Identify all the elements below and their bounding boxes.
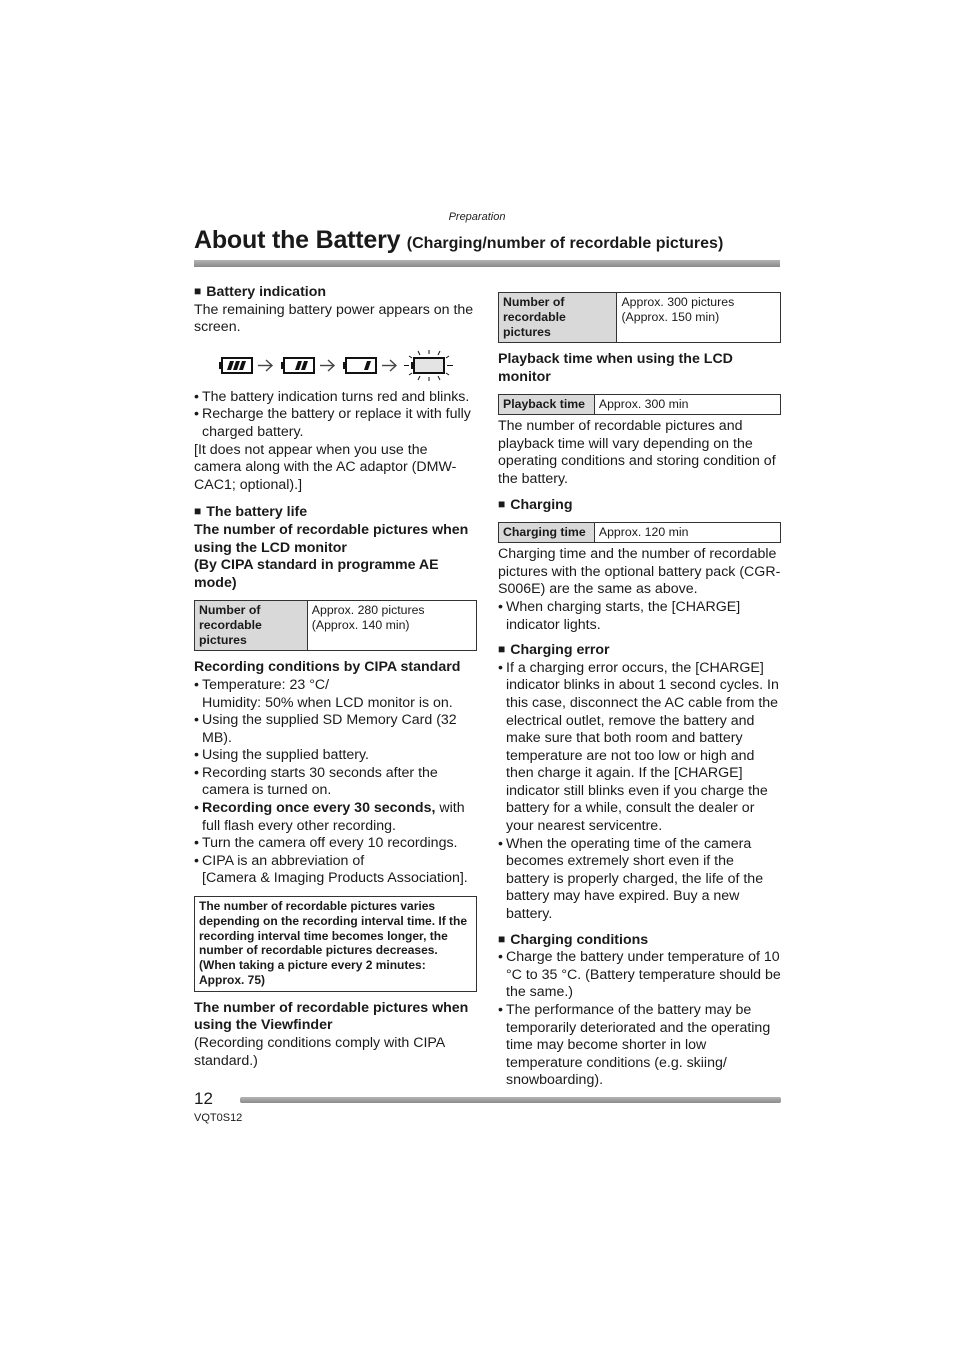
table-value: Approx. 120 min xyxy=(594,523,780,543)
footer-rule xyxy=(240,1097,781,1103)
table-key: Playback time xyxy=(499,395,595,415)
list-item: • The battery indication turns red and blinks. xyxy=(194,389,477,407)
battery-empty-flashing-icon xyxy=(404,350,453,381)
conditions-list xyxy=(194,677,477,888)
charging-error-bullets xyxy=(498,660,781,924)
battery-indication-bullets xyxy=(194,389,477,442)
battery-one-third-icon xyxy=(343,358,376,373)
table-key: Number of recordable pictures xyxy=(195,601,308,651)
battery-indicator-sequence xyxy=(218,349,477,383)
arrow-right-icon xyxy=(258,360,272,371)
lcd-recordable-heading: The number of recordable pictures when using the LCD monitor xyxy=(194,521,469,556)
conditions-heading: Recording conditions by CIPA standard xyxy=(194,659,461,676)
charging-table xyxy=(498,522,781,543)
title-subtitle: (Charging/number of recordable pictures) xyxy=(406,235,724,252)
title-rule xyxy=(194,260,780,267)
charging-conditions-heading: ■ Charging conditions xyxy=(498,932,781,950)
list-item: • Recharge the battery or replace it with fully charged battery. xyxy=(194,406,477,441)
viewfinder-recordable-table xyxy=(498,292,781,343)
charging-heading: ■ Charging xyxy=(498,497,781,515)
left-column xyxy=(194,284,477,1070)
arrow-right-icon xyxy=(382,360,396,371)
list-item: • The performance of the battery may be temporarily deteriorated and the operating time may become shorter in low temperature conditions (e.g. skiing/ snowboarding). xyxy=(498,1002,781,1090)
playback-heading: Playback time when using the LCD monitor xyxy=(498,351,733,385)
battery-two-thirds-icon xyxy=(281,358,314,373)
battery-indication-heading: ■ Battery indication xyxy=(194,284,477,302)
list-item: • When charging starts, the [CHARGE] indicator lights. xyxy=(498,599,781,634)
playback-table xyxy=(498,394,781,415)
charging-bullets xyxy=(498,599,781,634)
table-key: Charging time xyxy=(499,523,595,543)
arrow-right-icon xyxy=(320,360,334,371)
table-value: Approx. 300 min xyxy=(594,395,780,415)
interval-note-box: The number of recordable pictures varies depending on the recording interval time. If the recording interval time becomes longer, the number of recordable pictures decreases. (When taking a picture every 2 minutes: Approx. 75) xyxy=(194,896,477,992)
viewfinder-text: (Recording conditions comply with CIPA standard.) xyxy=(194,1035,445,1069)
playback-note: The number of recordable pictures and playback time will vary depending on the operating conditions and storing condition of the battery. xyxy=(498,418,776,487)
page-title xyxy=(194,226,780,255)
list-item: • When the operating time of the camera becomes extremely short even if the battery is properly charged, the life of the battery may have expired. Buy a new battery. xyxy=(498,836,781,924)
table-value: Approx. 280 pictures (Approx. 140 min) xyxy=(307,601,476,651)
right-column xyxy=(498,292,781,1090)
charging-text: Charging time and the number of recordable pictures with the optional battery pack (CGR-S006E) are the same as above. xyxy=(498,546,781,598)
list-item: • CIPA is an abbreviation of [Camera & Imaging Products Association]. xyxy=(194,853,477,888)
list-item: • If a charging error occurs, the [CHARGE] indicator blinks in about 1 second cycles. In this case, disconnect the AC cable from the electrical outlet, remove the battery and make sure that both room and battery temperature are not too low or high and then charge it again. If the [CHARGE] indicator still blinks even if you charge the battery for a while, consult the dealer or your nearest servicentre. xyxy=(498,660,781,836)
list-item: • Turn the camera off every 10 recordings. xyxy=(194,835,477,853)
list-item: • Recording once every 30 seconds, with full flash every other recording. xyxy=(194,800,477,835)
page-number: 12 xyxy=(194,1089,213,1108)
lcd-recordable-table xyxy=(194,600,477,651)
cipa-subheading: (By CIPA standard in programme AE mode) xyxy=(194,557,439,591)
ac-adaptor-note: [It does not appear when you use the camera along with the AC adaptor (DMW-CAC1; optional).] xyxy=(194,441,457,493)
list-item: • Charge the battery under temperature of 10 °C to 35 °C. (Battery temperature should be the same.) xyxy=(498,949,781,1002)
list-item: • Using the supplied SD Memory Card (32 MB). xyxy=(194,712,477,747)
charging-error-heading: ■ Charging error xyxy=(498,642,781,660)
model-code: VQT0S12 xyxy=(194,1112,243,1124)
viewfinder-heading: The number of recordable pictures when using the Viewfinder xyxy=(194,999,469,1034)
battery-full-icon xyxy=(219,358,252,373)
list-item: • Temperature: 23 °C/ Humidity: 50% when LCD monitor is on. xyxy=(194,677,477,712)
section-label: Preparation xyxy=(448,211,506,223)
title-main: About the Battery xyxy=(194,226,401,254)
table-key: Number of recordable pictures xyxy=(499,293,617,343)
battery-indication-intro: The remaining battery power appears on the screen. xyxy=(194,301,474,336)
battery-life-heading: ■ The battery life xyxy=(194,504,477,522)
list-item: • Recording starts 30 seconds after the camera is turned on. xyxy=(194,765,477,800)
charging-conditions-bullets xyxy=(498,949,781,1090)
table-value: Approx. 300 pictures (Approx. 150 min) xyxy=(617,293,781,343)
list-item: • Using the supplied battery. xyxy=(194,747,477,765)
